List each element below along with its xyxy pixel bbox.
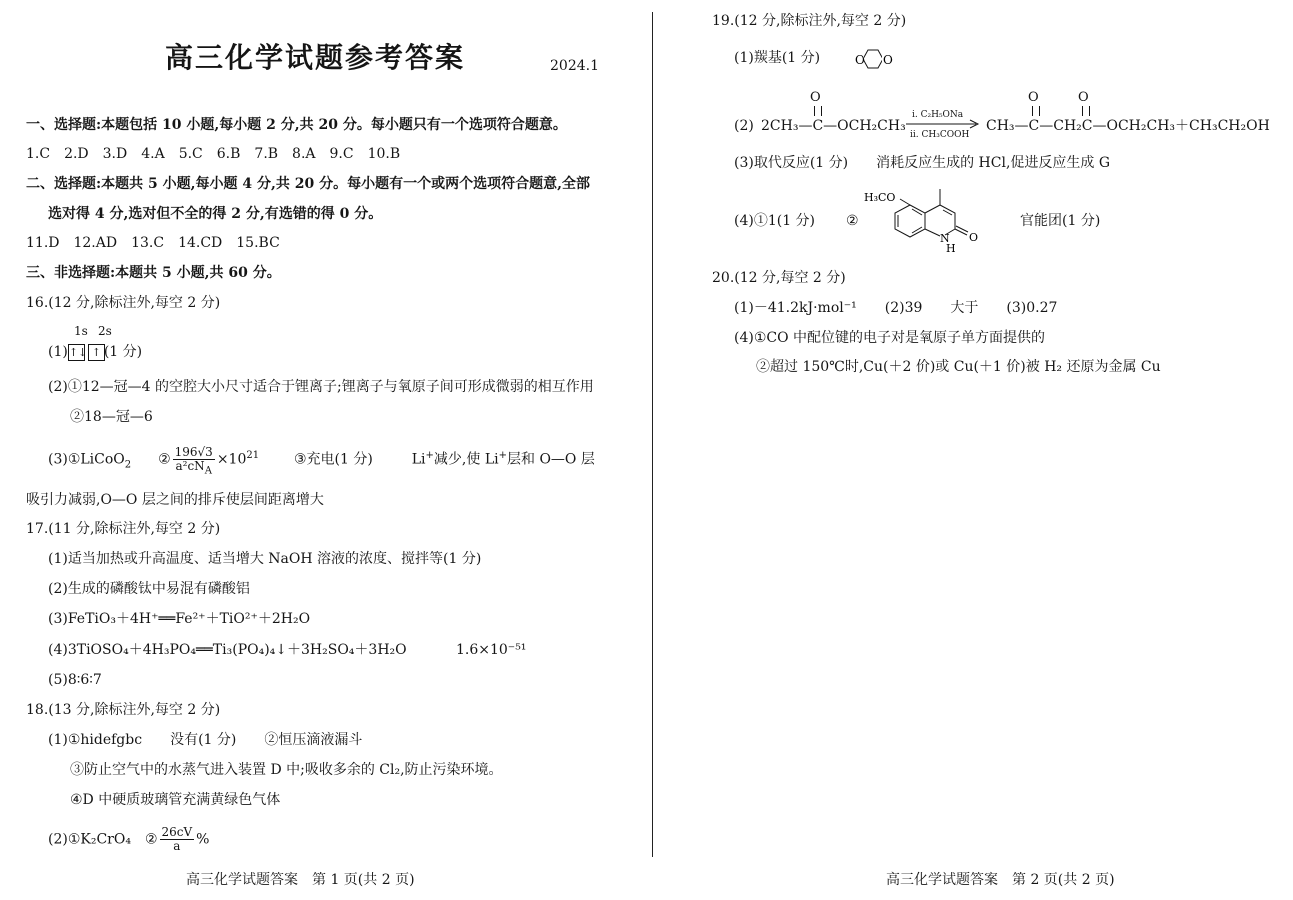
product-double-bond-1 — [1032, 106, 1040, 116]
condition-2: ii. CH₃COOH — [910, 130, 970, 140]
product-carbonyl-o-2: O — [1078, 90, 1089, 105]
q19-product: CH₃—C—CH₂C—OCH₂CH₃＋CH₃CH₂OH — [986, 118, 1270, 134]
q16-part3: (3)①LiCoO$_2$ ② $\frac{196√3}{a^2cN_A}$ $\times 10^{21}$ ③充电(1 分) Li+减少,使 Li+层和 O—O 层 — [48, 445, 595, 477]
section-3-heading: 三、非选择题:本题共 5 小题,共 60 分。 — [26, 265, 281, 281]
q16-part2-line2: ②18—冠—6 — [70, 409, 153, 425]
methoxy-label: H₃CO — [864, 191, 896, 204]
product-double-bond-2 — [1082, 106, 1090, 116]
q17-part1: (1)适当加热或升高温度、适当增大 NaOH 溶液的浓度、搅拌等(1 分) — [48, 551, 482, 567]
purity-fraction: $\frac{26cV}{a}$ — [161, 825, 193, 853]
product-carbonyl-o-1: O — [1028, 90, 1039, 105]
q16-part3-cont: 吸引力减弱,O—O 层之间的排斥使层间距离增大 — [26, 492, 324, 508]
q20-part4-line2: ②超过 150℃时,Cu(＋2 价)或 Cu(＋1 价)被 H₂ 还原为金属 Cu — [756, 359, 1161, 375]
q16-part2-line1: (2)①12—冠—4 的空腔大小尺寸适合于锂离子;锂离子与氧原子间可形成微弱的相互作用 — [48, 379, 594, 395]
q17-part3: (3)FeTiO₃＋4H⁺══Fe²⁺＋TiO²⁺＋2H₂O — [48, 611, 311, 627]
reactant-carbonyl-o: O — [810, 90, 821, 105]
q18-part1-line4: ④D 中硬质玻璃管充满黄绿色气体 — [70, 792, 281, 808]
q18-heading: 18.(13 分,除标注外,每空 2 分) — [26, 702, 221, 718]
right-page-footer: 高三化学试题答案 第 2 页(共 2 页) — [886, 872, 1115, 888]
q19-part4-b: ② — [846, 213, 859, 229]
nitrogen-label: N — [940, 232, 950, 245]
q16-part1: (1)↑↓ ↑ (1 分) — [48, 344, 143, 360]
dioxane-ring — [863, 50, 883, 68]
dioxane-oxygen-left: O — [855, 53, 865, 67]
q19-part4-a: (4)①1(1 分) — [734, 213, 816, 229]
q19-part2-prefix: (2) — [734, 118, 754, 134]
orbital-box-1s: ↑↓ — [68, 345, 88, 359]
carbonyl-oxygen-label: O — [969, 231, 979, 244]
q19-part1: (1)羰基(1 分) — [734, 50, 821, 66]
q18-part1-line3: ③防止空气中的水蒸气进入装置 D 中;吸收多余的 Cl₂,防止污染环境。 — [70, 762, 503, 778]
page-divider — [652, 12, 653, 857]
q20-part1-3: (1)－41.2kJ·mol⁻¹ (2)39 大于 (3)0.27 — [734, 300, 1058, 316]
q19-heading: 19.(12 分,除标注外,每空 2 分) — [712, 13, 907, 29]
orbital-label-1s: 1s — [74, 324, 88, 338]
benzene-ring — [895, 205, 925, 237]
reaction-arrow — [906, 119, 982, 129]
orbital-label-2s: 2s — [98, 324, 112, 338]
section-2-answers: 11.D 12.AD 13.C 14.CD 15.BC — [26, 235, 280, 251]
q17-part4: (4)3TiOSO₄＋4H₃PO₄══Ti₃(PO₄)₄↓＋3H₂SO₄＋3H₂O — [48, 642, 407, 658]
q19-reactant: 2CH₃—C—OCH₂CH₃ — [761, 118, 906, 134]
q20-part4-line1: (4)①CO 中配位键的电子对是氧原子单方面提供的 — [734, 330, 1046, 346]
q20-heading: 20.(12 分,每空 2 分) — [712, 270, 846, 286]
section-2-heading-cont: 选对得 4 分,选对但不全的得 2 分,有选错的得 0 分。 — [48, 206, 383, 222]
q17-part2: (2)生成的磷酸钛中易混有磷酸铝 — [48, 581, 250, 597]
q18-part2: (2)①K₂CrO₄ ② $\frac{26cV}{a}$ % — [48, 825, 210, 853]
density-fraction: $\frac{196√3}{a^2cN_A}$ — [174, 445, 213, 477]
q17-part5: (5)8∶6∶7 — [48, 672, 102, 688]
page-title: 高三化学试题参考答案 — [165, 41, 466, 74]
dioxane-oxygen-right: O — [883, 53, 893, 67]
orbital-box-2s: ↑ — [88, 344, 105, 361]
section-1-answers: 1.C 2.D 3.D 4.A 5.C 6.B 7.B 8.A 9.C 10.B — [26, 146, 401, 162]
lactam-ring — [925, 205, 955, 235]
left-page-footer: 高三化学试题答案 第 1 页(共 2 页) — [186, 872, 415, 888]
nh-hydrogen-label: H — [946, 242, 956, 255]
section-1-heading: 一、选择题:本题包括 10 小题,每小题 2 分,共 20 分。每小题只有一个选项符合题意。 — [26, 117, 567, 133]
reactant-double-bond — [814, 106, 822, 116]
q17-part4-ksp: 1.6×10⁻⁵¹ — [456, 642, 527, 658]
q19-part4-c: 官能团(1 分) — [1020, 213, 1101, 229]
quinolinone-structure — [860, 183, 990, 255]
q19-part3: (3)取代反应(1 分) 消耗反应生成的 HCl,促进反应生成 G — [734, 155, 1111, 171]
exam-date: 2024.1 — [550, 58, 599, 74]
q17-heading: 17.(11 分,除标注外,每空 2 分) — [26, 521, 221, 537]
q16-heading: 16.(12 分,除标注外,每空 2 分) — [26, 295, 221, 311]
dioxane-structure — [850, 38, 896, 80]
section-2-heading: 二、选择题:本题共 5 小题,每小题 4 分,共 20 分。每小题有一个或两个选项符合题意,全部 — [26, 176, 590, 192]
q18-part1-line1: (1)①hidefgbc 没有(1 分) ②恒压滴液漏斗 — [48, 732, 363, 748]
condition-1: i. C₂H₅ONa — [912, 110, 964, 120]
